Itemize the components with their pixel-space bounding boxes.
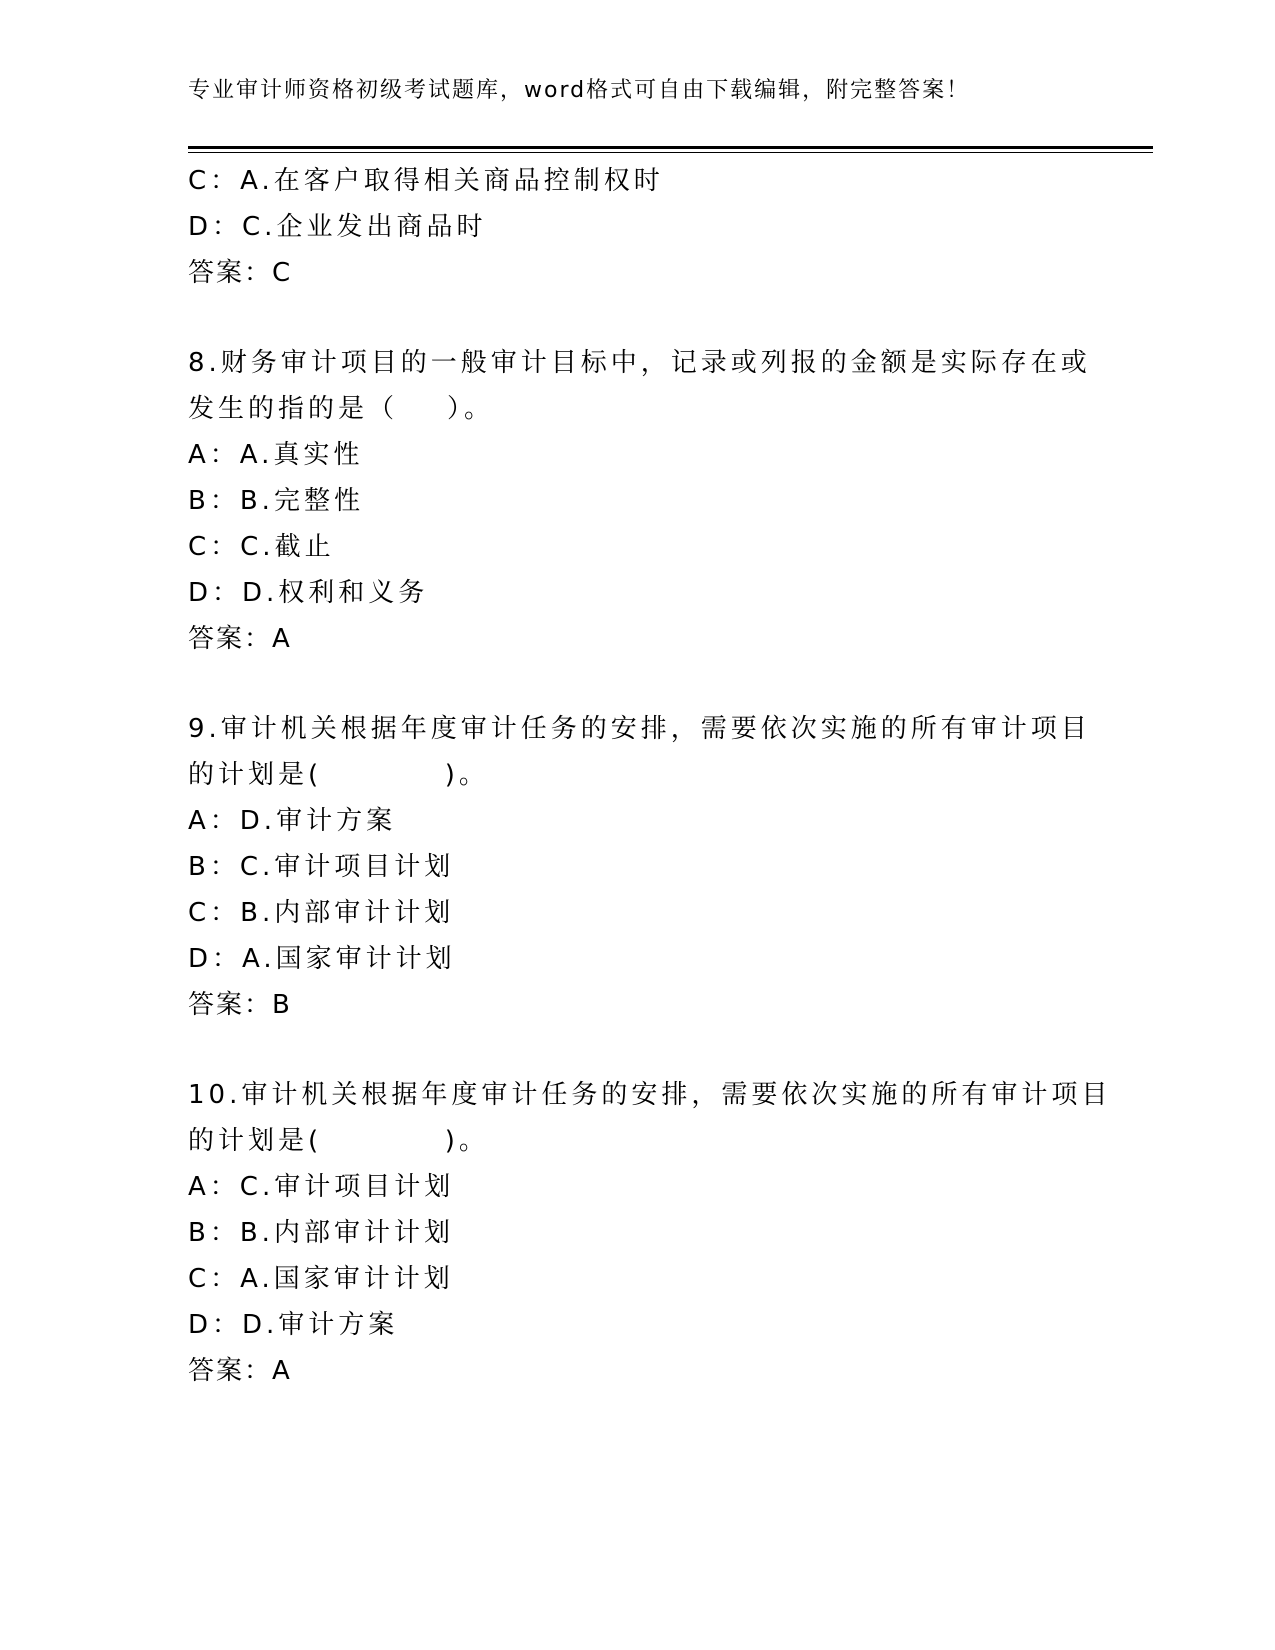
question-stem: 的计划是( )。 xyxy=(188,1126,489,1156)
question-stem: 10.审计机关根据年度审计任务的安排，需要依次实施的所有审计项目 xyxy=(188,1080,1112,1110)
answer: 答案：A xyxy=(188,624,292,654)
option-d: D：A.国家审计计划 xyxy=(188,944,456,974)
question-9 xyxy=(188,706,1091,1028)
answer: 答案：A xyxy=(188,1356,292,1386)
header-rule-thick xyxy=(188,146,1153,149)
question-10 xyxy=(188,1072,1112,1394)
option-a: A：D.审计方案 xyxy=(188,806,397,836)
option-d: D：D.权利和义务 xyxy=(188,578,429,608)
page-header: 专业审计师资格初级考试题库，word格式可自由下载编辑，附完整答案！ xyxy=(188,78,971,103)
option-c: C：B.内部审计计划 xyxy=(188,898,455,928)
header-rule-thin xyxy=(188,152,1153,153)
question-stem: 8.财务审计项目的一般审计目标中，记录或列报的金额是实际存在或 xyxy=(188,348,1091,378)
option-d: D：C.企业发出商品时 xyxy=(188,212,487,242)
option-b: B：B.内部审计计划 xyxy=(188,1218,454,1248)
question-8 xyxy=(188,340,1091,662)
option-c: C：A.国家审计计划 xyxy=(188,1264,454,1294)
option-c: C：A.在客户取得相关商品控制权时 xyxy=(188,166,664,196)
question-stem: 9.审计机关根据年度审计任务的安排，需要依次实施的所有审计项目 xyxy=(188,714,1091,744)
option-b: B：C.审计项目计划 xyxy=(188,852,455,882)
option-a: A：C.审计项目计划 xyxy=(188,1172,455,1202)
answer: 答案：B xyxy=(188,990,292,1020)
option-a: A：A.真实性 xyxy=(188,440,364,470)
option-c: C：C.截止 xyxy=(188,532,335,562)
question-7-continued xyxy=(188,158,1088,296)
question-stem: 发生的指的是（ ）。 xyxy=(188,394,495,424)
document-body xyxy=(188,158,1112,1394)
option-d: D：D.审计方案 xyxy=(188,1310,399,1340)
answer: 答案：C xyxy=(188,258,293,288)
option-b: B：B.完整性 xyxy=(188,486,364,516)
question-stem: 的计划是( )。 xyxy=(188,760,489,790)
